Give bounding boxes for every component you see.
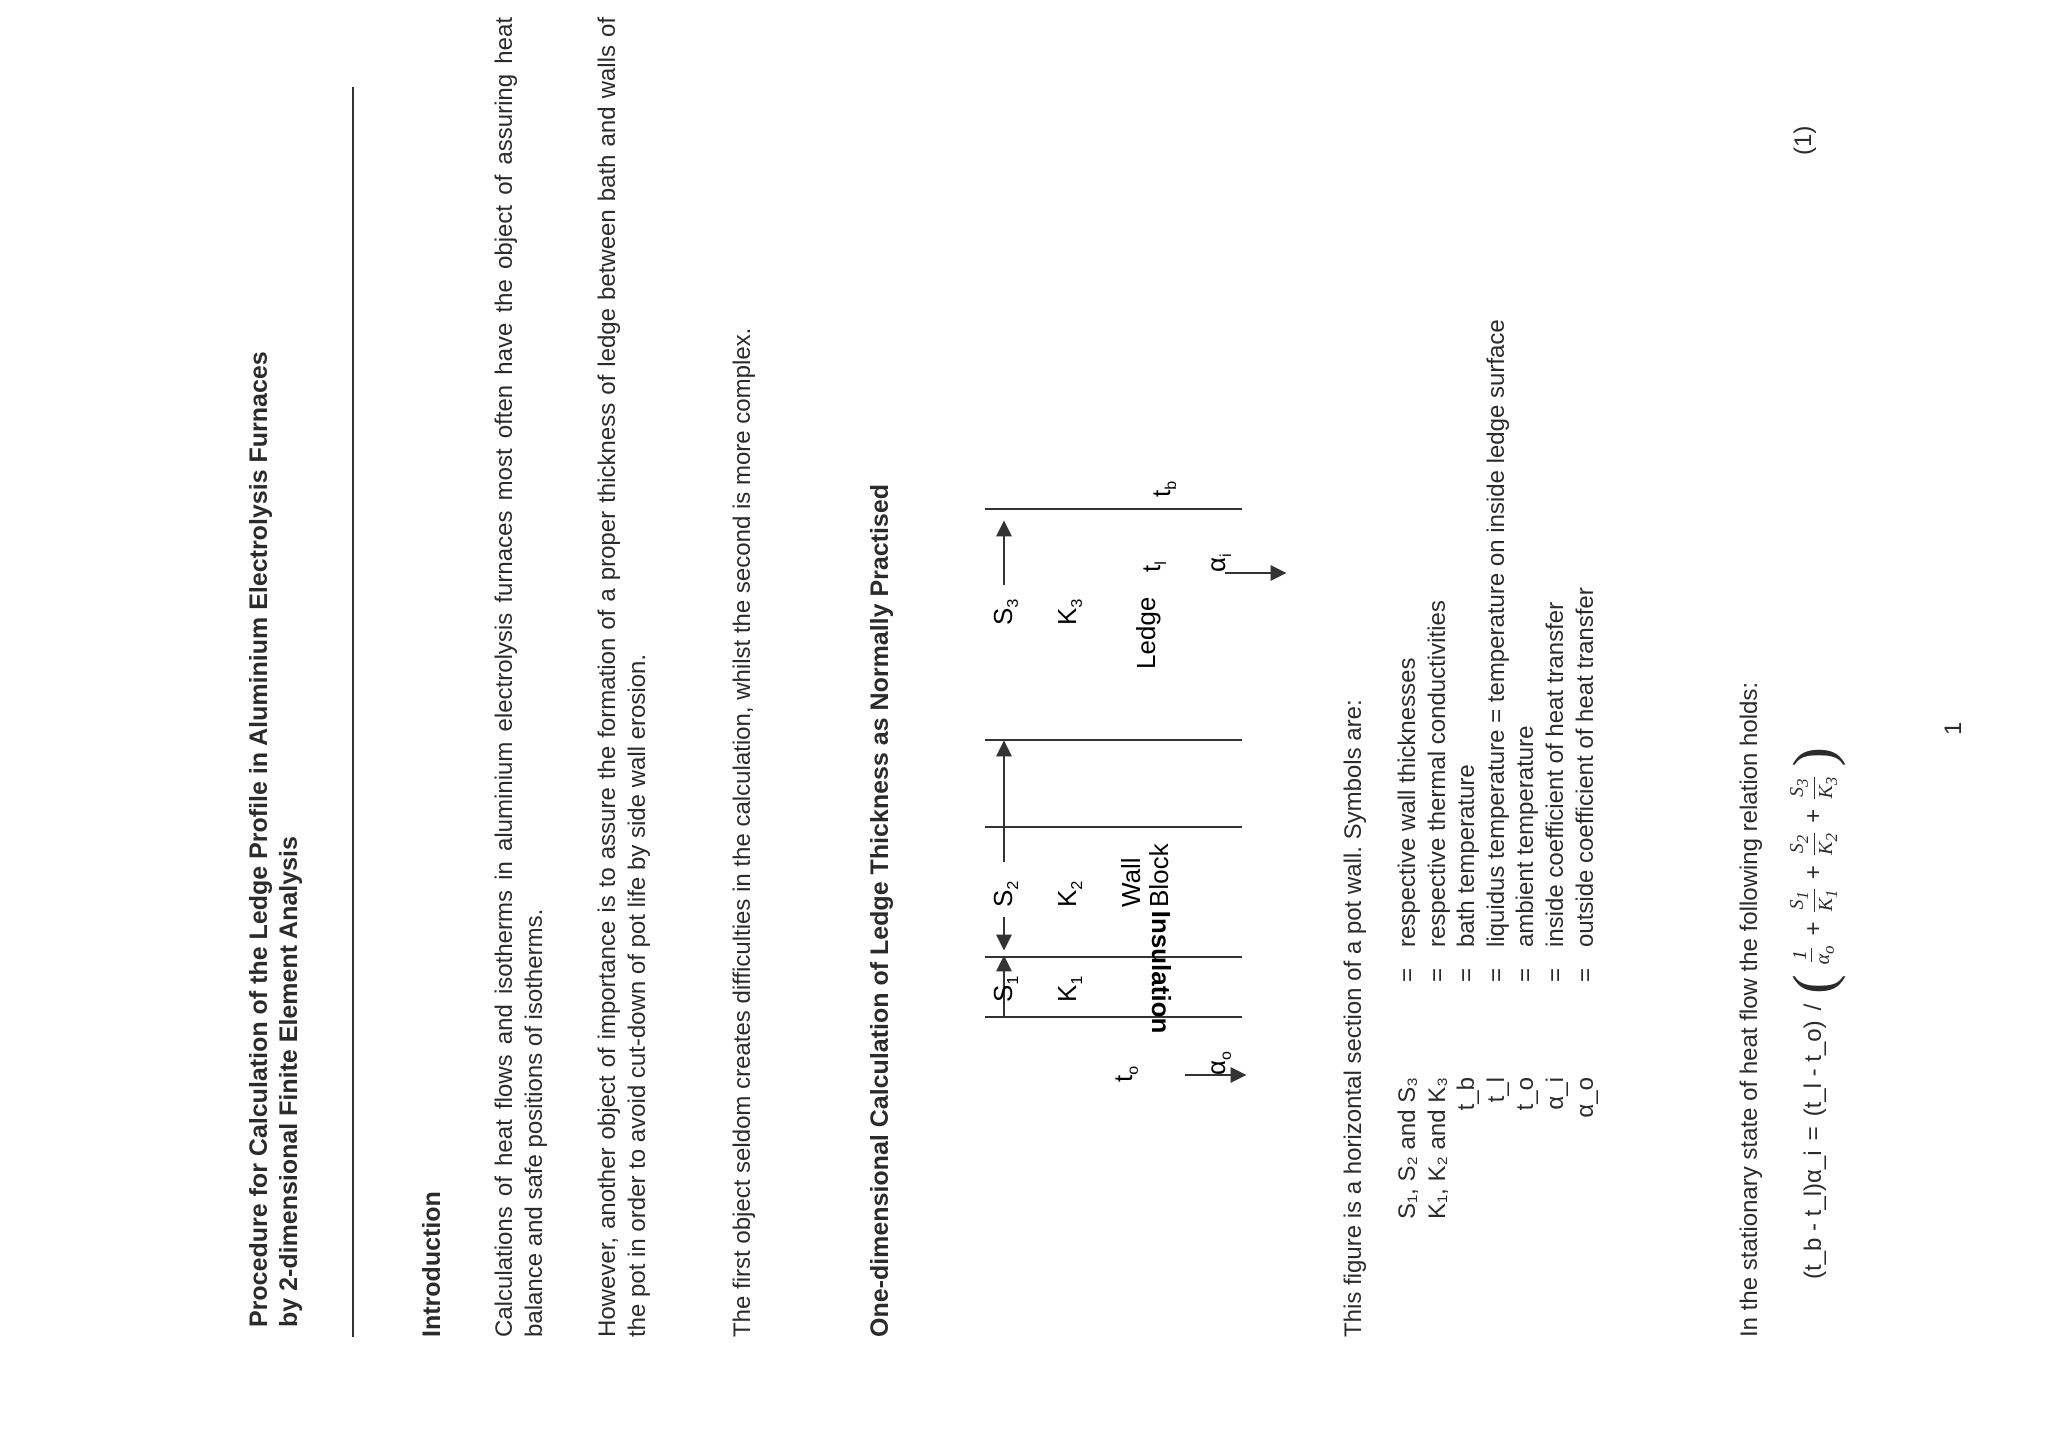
t-l-label: $t_l$ [1136,561,1170,572]
k3-label: $K_3$ [1052,598,1086,625]
equation-lhs: (t_b - t_l)α_i [1800,1150,1827,1279]
symbol-equals: = [1394,967,1421,982]
page-number: 1 [1940,721,1967,735]
symbol-description: inside coefficient of heat transfer [1541,601,1569,947]
plus-sign: + [1800,865,1827,880]
fraction-1-denominator: $\alpha_o$ [1811,945,1838,965]
symbol-name: t_l [1482,1077,1510,1103]
fraction-2-numerator: $S_1$ [1786,889,1815,911]
ledge-label: Ledge [1131,596,1161,669]
insulation-label-group [1146,911,1176,1034]
alpha-o-label: $\alpha_o$ [1201,1051,1235,1075]
fraction-4 [1786,777,1843,799]
intro-paragraph-3: The first object seldom creates difficulties in the calculation, whilst the second is more complex. [729,327,756,1337]
intro-paragraph-1: Calculations of heat flows and isotherms in aluminium electrolysis furnaces most often have the object of assuring heat balance and safe positions of isotherms. [491,17,548,1337]
equation-slash: / [1800,1003,1827,1011]
symbol-name: α_o [1571,1077,1599,1118]
symbol-name: t_b [1453,1077,1481,1111]
left-paren: ( [1781,974,1846,994]
t-b-label: $t_b$ [1146,480,1180,497]
fraction-3-denominator: $K_2$ [1814,833,1841,855]
equation-equals: = [1800,1126,1827,1141]
symbol-name: K₁, K₂ and K₃ [1423,1077,1451,1219]
figure-caption: This figure is a horizontal section of a pot wall. Symbols are: [1340,699,1367,1337]
symbol-name: t_o [1512,1077,1540,1111]
symbol-equals: = [1453,967,1481,982]
symbol-description: respective thermal conductivities [1423,600,1451,947]
introduction-heading: Introduction [418,1191,446,1337]
plus-sign: + [1800,921,1827,936]
fraction-3 [1786,833,1843,855]
fraction-2 [1786,889,1843,911]
symbol-equals: = [1423,967,1451,982]
equation-mid: (t_l - t_o) [1800,1020,1827,1117]
symbol-name: S₁, S₂ and S₃ [1394,1077,1421,1219]
k1-label: $K_1$ [1052,975,1086,1002]
insulation-label: Insulation [1146,910,1176,1034]
intro-paragraph-2: However, another object of importance is to assure the formation of a proper thickness of ledge between bath and walls of the pot in order to avoid cut-down of pot life by side wall erosion. [594,17,651,1337]
symbol-description: ambient temperature [1512,725,1540,947]
symbol-equals: = [1482,967,1510,982]
fraction-1 [1789,946,1840,965]
title-line-2: by 2-dimensional Finite Element Analysis [275,836,303,1327]
heat-flow-equation [1781,747,1846,1279]
symbol-description: liquidus temperature = temperature on inside ledge surface [1482,319,1510,947]
t-o-label: $t_o$ [1108,1065,1142,1082]
title-line-1: Procedure for Calculation of the Ledge Profile in Aluminium Electrolysis Furnaces [245,351,273,1327]
equation-number: (1) [1790,125,1817,155]
fraction-1-numerator: 1 [1788,949,1811,960]
fraction-4-denominator: $K_3$ [1814,776,1841,799]
fraction-2-denominator: $K_1$ [1814,889,1841,912]
block-label: Block [1144,843,1174,907]
symbol-equals: = [1571,967,1599,982]
symbol-description: respective wall thicknesses [1394,657,1421,947]
alpha-i-label: $\alpha_i$ [1201,553,1235,572]
s2-label: $S_2$ [988,880,1022,907]
s3-label: $S_3$ [988,598,1022,625]
plus-sign: + [1800,808,1827,823]
fraction-3-numerator: $S_2$ [1786,833,1815,855]
symbol-description: outside coefficient of heat transfer [1571,587,1599,947]
right-paren: ) [1781,747,1846,767]
fraction-4-numerator: $S_3$ [1786,777,1815,799]
section-heading: One-dimensional Calculation of Ledge Thickness as Normally Practised [866,483,894,1337]
symbol-name: α_i [1541,1077,1569,1110]
stationary-state-sentence: In the stationary state of heat flow the following relation holds: [1736,681,1763,1337]
wall-label: Wall [1116,857,1146,907]
symbol-description: bath temperature [1453,764,1481,947]
s1-label: $S_1$ [988,975,1022,1002]
symbol-equals: = [1512,967,1540,982]
symbol-equals: = [1541,967,1569,982]
k2-label: $K_2$ [1052,880,1086,907]
